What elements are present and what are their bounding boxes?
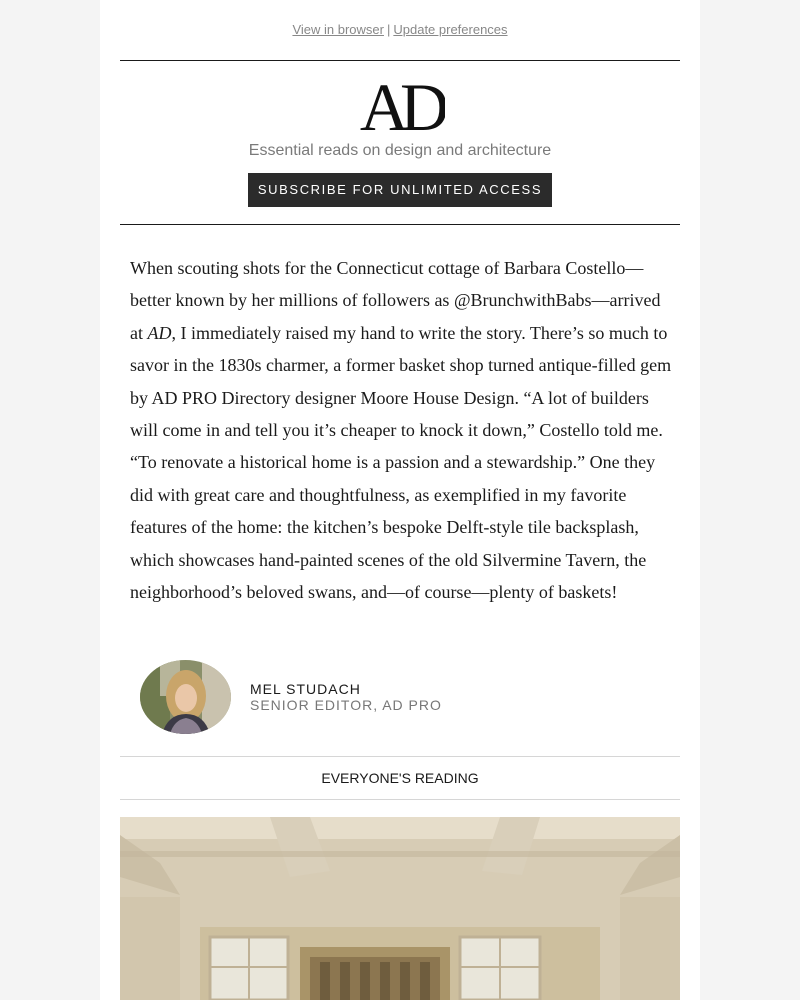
tagline: Essential reads on design and architecture — [248, 142, 552, 159]
subscribe-button[interactable]: SUBSCRIBE FOR UNLIMITED ACCESS — [248, 173, 552, 207]
ad-logo-mark — [355, 68, 445, 138]
intro-text-part-1: When scouting shots for the Connecticut cottage of Barbara Costello—better known by her millions of followers as @BrunchwithBabs—arrived at — [130, 258, 661, 343]
hero-image[interactable] — [120, 817, 680, 1000]
avatar — [140, 660, 231, 734]
intro-italic-ad: AD — [147, 322, 172, 343]
masthead-divider — [120, 224, 680, 225]
author-photo — [140, 660, 231, 734]
section-heading: EVERYONE'S READING — [321, 770, 479, 786]
preheader-separator: | — [386, 22, 391, 37]
update-preferences-link[interactable]: Update preferences — [393, 22, 508, 37]
hero-photo — [120, 817, 680, 1000]
ad-logo[interactable] — [100, 68, 700, 138]
author-role: SENIOR EDITOR, AD PRO — [250, 697, 442, 713]
intro-text-part-2: , I immediately raised my hand to write the story. There’s so much to savor in the 1830s charmer, a former basket shop turned antique-filled gem by AD PRO Directory designer Moore House Design. “A lot of builders will come in and tell you it’s cheaper to knock it down,” Costello told me. “To renovate a historical home is a passion and a stewardship.” One they did with great care and thoughtfulness, as exemplified in my favorite features of the home: the kitchen’s bespoke Delft-style tile backsplash, which showcases hand-painted scenes of the old Silvermine Tavern, the neighborhood’s beloved swans, and—of course—plenty of baskets! — [130, 322, 672, 603]
intro-paragraph — [130, 252, 675, 608]
section-top-divider — [120, 756, 680, 757]
email-container — [100, 0, 700, 1000]
author-name: MEL STUDACH — [250, 681, 361, 697]
author-block — [140, 660, 660, 735]
section-bottom-divider — [120, 799, 680, 800]
preheader — [100, 22, 700, 37]
top-divider — [120, 60, 680, 61]
view-in-browser-link[interactable]: View in browser — [292, 22, 384, 37]
ad-logo-text: AD — [359, 69, 441, 138]
